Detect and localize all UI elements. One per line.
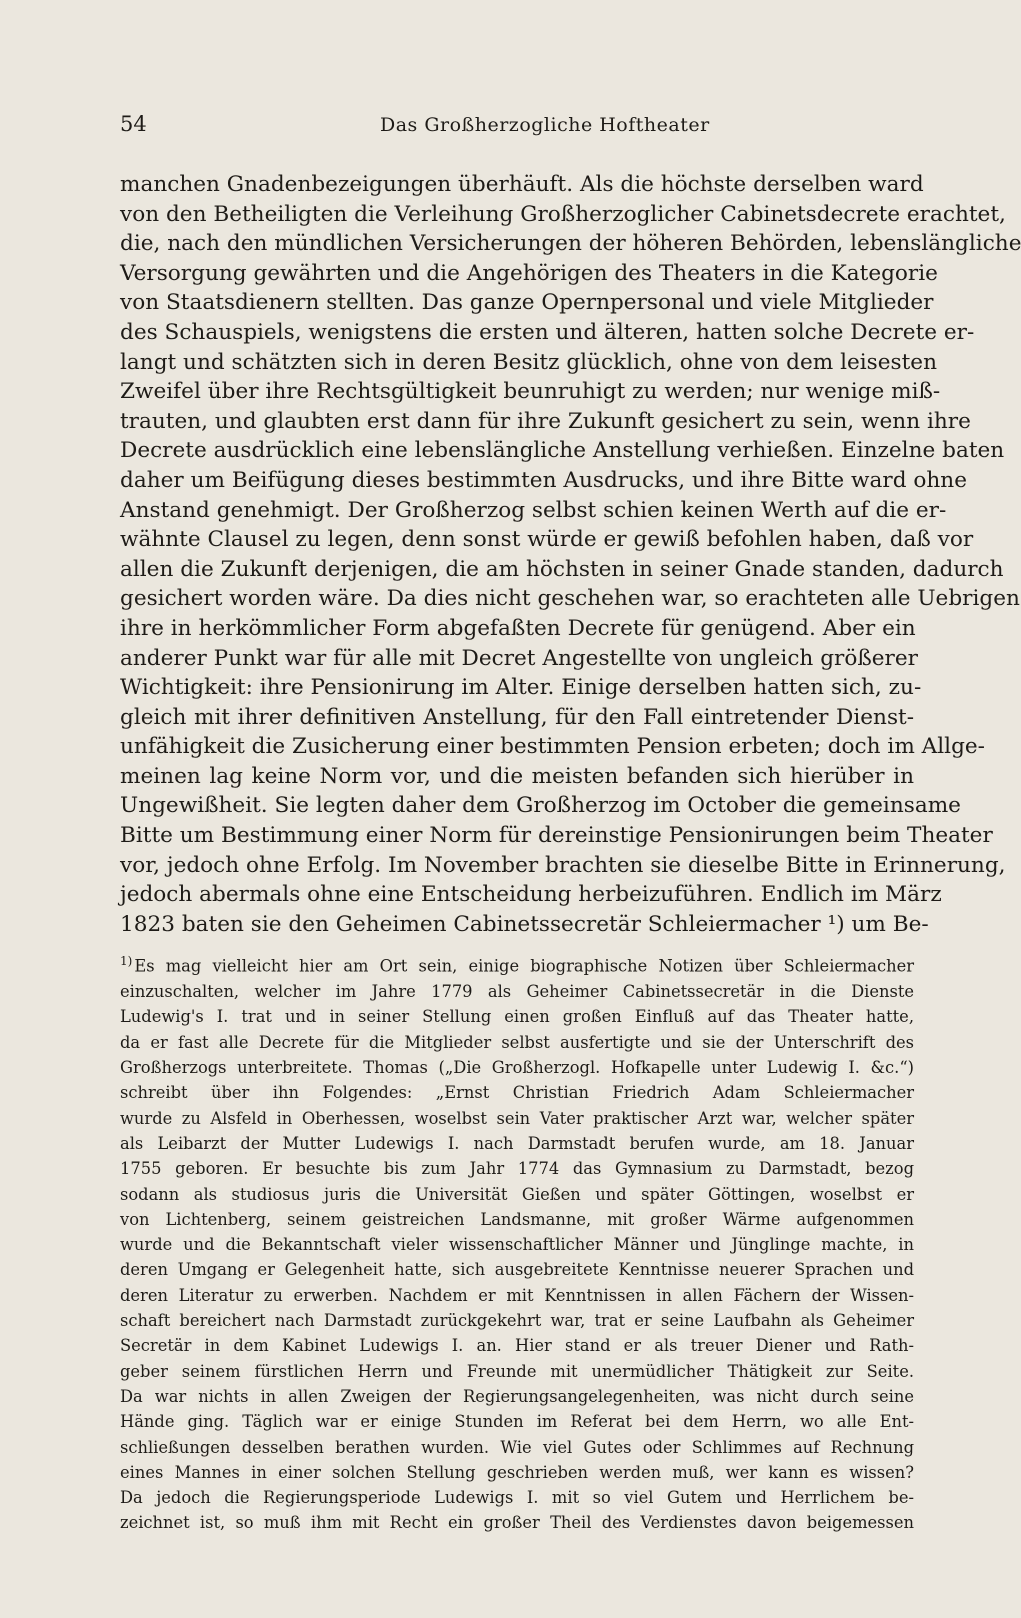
- text-line: die, nach den mündlichen Versicherungen der höheren Behörden, lebenslängliche: [120, 231, 1021, 257]
- footnote-line: [120, 1485, 914, 1510]
- footnote-line: [120, 1333, 914, 1358]
- footnote-marker: 1): [120, 954, 133, 969]
- footnote-line: [120, 1283, 914, 1308]
- footnote-line: [120, 1460, 914, 1485]
- text-line: meinen lag keine Norm vor, und die meisten befanden sich hierüber in: [120, 763, 914, 789]
- text-line: trauten, und glaubten erst dann für ihre Zukunft gesichert zu sein, wenn ihre: [120, 408, 971, 434]
- footnote-line-text: deren Literatur zu erwerben. Nachdem er mit Kenntnissen in allen Fächern der Wissen-: [120, 1285, 914, 1305]
- text-line: des Schauspiels, wenigstens die ersten und älteren, hatten solche Decrete er-: [120, 319, 975, 345]
- main-text: [120, 170, 1021, 939]
- footnote-line: [120, 1510, 914, 1535]
- text-line: Anstand genehmigt. Der Großherzog selbst schien keinen Werth auf die er-: [120, 497, 947, 523]
- text-line: unfähigkeit die Zusicherung einer bestimmten Pension erbeten; doch im Allge-: [120, 734, 985, 760]
- footnote-line-text: als Leibarzt der Mutter Ludewigs I. nach Darmstadt berufen wurde, am 18. Januar: [120, 1133, 914, 1153]
- footnote-line-text: wurde zu Alsfeld in Oberhessen, woselbst sein Vater praktischer Arzt war, welcher später: [120, 1108, 914, 1128]
- footnote-line: [120, 1232, 914, 1257]
- text-line: langt und schätzten sich in deren Besitz glücklich, ohne von dem leisesten: [120, 349, 937, 375]
- footnote-line: [120, 1257, 914, 1282]
- footnote-line: [120, 1106, 914, 1131]
- text-line: Wichtigkeit: ihre Pensionirung im Alter. Einige derselben hatten sich, zu-: [120, 675, 922, 701]
- footnote-line-text: Es mag vielleicht hier am Ort sein, einige biographische Notizen über Schleiermacher: [134, 956, 914, 976]
- footnote-line-text: Da war nichts in allen Zweigen der Regierungsangelegenheiten, was nicht durch seine: [120, 1386, 914, 1406]
- footnote-line: [120, 1207, 914, 1232]
- footnote-line-text: deren Umgang er Gelegenheit hatte, sich ausgebreitete Kenntnisse neuerer Sprachen und: [120, 1260, 914, 1280]
- text-line: jedoch abermals ohne eine Entscheidung herbeizuführen. Endlich im März: [120, 882, 942, 908]
- text-line: gleich mit ihrer definitiven Anstellung, für den Fall eintretender Dienst-: [120, 704, 914, 730]
- text-line: vor, jedoch ohne Erfolg. Im November brachten sie dieselbe Bitte in Erinnerung,: [120, 852, 1006, 878]
- footnote-line-text: Hände ging. Täglich war er einige Stunden im Referat bei dem Herrn, wo alle Ent-: [120, 1412, 914, 1432]
- footnote-line: [120, 949, 914, 979]
- footnote-line: [120, 1030, 914, 1055]
- footnote-line-text: Da jedoch die Regierungsperiode Ludewigs I. mit so viel Gutem und Herrlichem be-: [120, 1488, 914, 1508]
- footnote-line-text: einzuschalten, welcher im Jahre 1779 als Geheimer Cabinetssecretär in die Dienste: [120, 982, 914, 1002]
- text-line: Versorgung gewährten und die Angehörigen des Theaters in die Kategorie: [120, 260, 938, 286]
- text-line: Decrete ausdrücklich eine lebenslängliche Anstellung verhießen. Einzelne baten: [120, 438, 1005, 464]
- footnote: [120, 949, 914, 1535]
- footnote-line-text: schreibt über ihn Folgendes: „Ernst Christian Friedrich Adam Schleiermacher: [120, 1083, 914, 1103]
- footnote-line-text: geber seinem fürstlichen Herrn und Freunde mit unermüdlicher Thätigkeit zur Seite.: [120, 1361, 914, 1381]
- footnote-line: [120, 1435, 914, 1460]
- text-line: allen die Zukunft derjenigen, die am höchsten in seiner Gnade standen, dadurch: [120, 556, 1004, 582]
- text-line: gesichert worden wäre. Da dies nicht geschehen war, so erachteten alle Uebrigen: [120, 586, 1020, 612]
- footnote-line-text: zeichnet ist, so muß ihm mit Recht ein großer Theil des Verdienstes davon beigemessen: [120, 1513, 914, 1533]
- footnote-line-text: eines Mannes in einer solchen Stellung geschrieben werden muß, wer kann es wissen?: [120, 1462, 914, 1482]
- text-line: manchen Gnadenbezeigungen überhäuft. Als die höchste derselben ward: [120, 172, 924, 197]
- footnote-line-text: Großherzogs unterbreitete. Thomas („Die Großherzogl. Hofkapelle unter Ludewig I. &c.“): [120, 1058, 914, 1078]
- footnote-line-text: da er fast alle Decrete für die Mitglieder selbst ausfertigte und sie der Unterschrift des: [120, 1032, 914, 1052]
- footnote-line: [120, 1156, 914, 1181]
- footnote-line: [120, 1359, 914, 1384]
- footnote-line: [120, 1308, 914, 1333]
- running-title: Das Großherzogliche Hoftheater: [380, 114, 710, 136]
- text-line: Ungewißheit. Sie legten daher dem Großherzog im October die gemeinsame: [120, 793, 961, 819]
- text-line: 1823 baten sie den Geheimen Cabinetssecretär Schleiermacher ¹) um Be-: [120, 911, 929, 937]
- text-line: anderer Punkt war für alle mit Decret Angestellte von ungleich größerer: [120, 645, 918, 671]
- footnote-line-text: Ludewig's I. trat und in seiner Stellung einen großen Einfluß auf das Theater hatte,: [120, 1007, 914, 1027]
- footnote-line-text: wurde und die Bekanntschaft vieler wissenschaftlicher Männer und Jünglinge machte, in: [120, 1235, 914, 1255]
- footnote-line-text: schließungen desselben berathen wurden. Wie viel Gutes oder Schlimmes auf Rechnung: [120, 1437, 914, 1457]
- text-line: ihre in herkömmlicher Form abgefaßten Decrete für genügend. Aber ein: [120, 615, 916, 641]
- footnote-line: [120, 1080, 914, 1105]
- footnote-line: [120, 1004, 914, 1029]
- text-line: von den Betheiligten die Verleihung Großherzoglicher Cabinetsdecrete erachtet,: [120, 201, 1006, 227]
- running-head: [120, 112, 914, 146]
- text-line: Zweifel über ihre Rechtsgültigkeit beunruhigt zu werden; nur wenige miß-: [120, 379, 941, 405]
- footnote-line-text: von Lichtenberg, seinem geistreichen Landsmanne, mit großer Wärme aufgenommen: [120, 1209, 914, 1229]
- footnote-line: [120, 1409, 914, 1434]
- footnote-line-text: 1755 geboren. Er besuchte bis zum Jahr 1774 das Gymnasium zu Darmstadt, bezog: [120, 1159, 914, 1179]
- footnote-line: [120, 1182, 914, 1207]
- page-number: 54: [120, 112, 147, 136]
- footnote-line-text: schaft bereichert nach Darmstadt zurückgekehrt war, trat er seine Laufbahn als Geheimer: [120, 1311, 914, 1331]
- footnote-line: [120, 979, 914, 1004]
- text-line: daher um Beifügung dieses bestimmten Ausdrucks, und ihre Bitte ward ohne: [120, 467, 967, 493]
- text-line: von Staatsdienern stellten. Das ganze Opernpersonal und viele Mitglieder: [120, 290, 934, 316]
- footnote-line: [120, 1131, 914, 1156]
- text-line: wähnte Clausel zu legen, denn sonst würde er gewiß befohlen haben, daß vor: [120, 527, 974, 553]
- footnote-line: [120, 1055, 914, 1080]
- footnote-line-text: Secretär in dem Kabinet Ludewigs I. an. Hier stand er als treuer Diener und Rath-: [120, 1336, 914, 1356]
- text-line: Bitte um Bestimmung einer Norm für dereinstige Pensionirungen beim Theater: [120, 823, 993, 849]
- footnote-line: [120, 1384, 914, 1409]
- footnote-line-text: sodann als studiosus juris die Universität Gießen und später Göttingen, woselbst er: [120, 1184, 914, 1204]
